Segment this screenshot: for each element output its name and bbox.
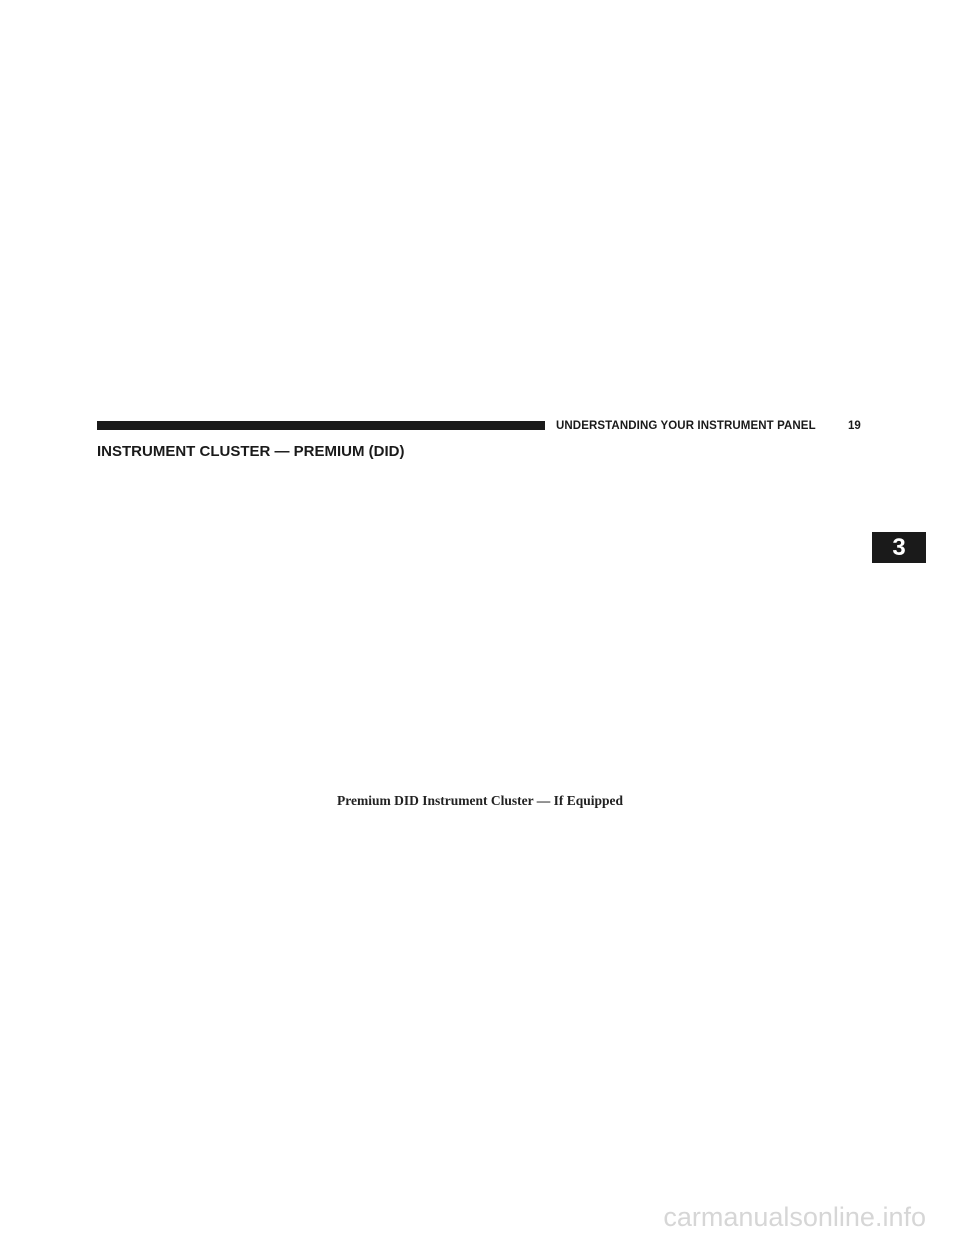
chapter-number: 3 — [892, 533, 906, 561]
page-number: 19 — [848, 420, 861, 432]
watermark: carmanualsonline.info — [663, 1202, 926, 1232]
figure-image-area — [97, 470, 867, 780]
running-head: UNDERSTANDING YOUR INSTRUMENT PANEL — [556, 420, 816, 432]
chapter-tab — [872, 532, 926, 563]
section-heading: INSTRUMENT CLUSTER — PREMIUM (DID) — [97, 443, 405, 460]
figure-caption: Premium DID Instrument Cluster — If Equipped — [336, 793, 624, 808]
header-rule — [97, 421, 545, 430]
